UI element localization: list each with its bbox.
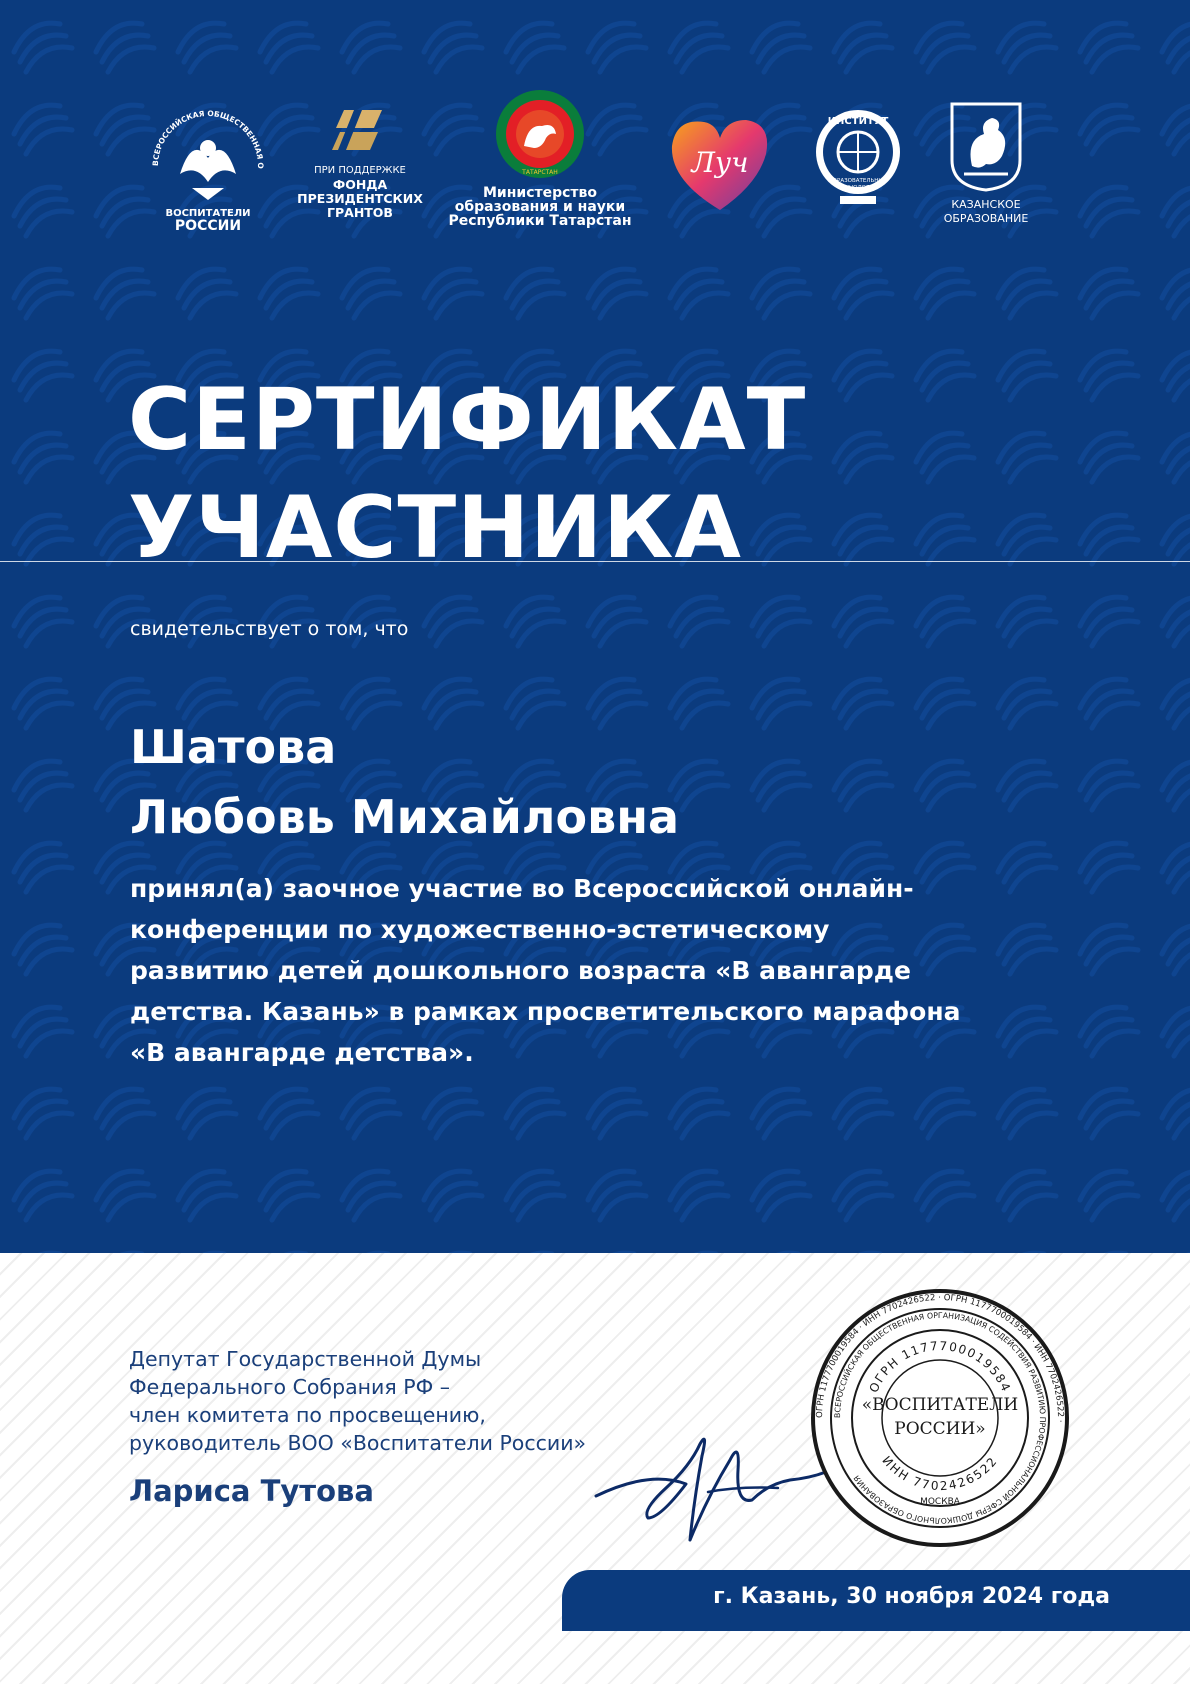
svg-text:ТАТАРСТАН: ТАТАРСТАН: [522, 169, 558, 176]
fund-caption-1: ПРИ ПОДДЕРЖКЕ: [314, 165, 406, 176]
svg-text:МОСКВА: МОСКВА: [920, 1497, 960, 1507]
partner-logos: [0, 0, 1190, 260]
signer-role-line: Депутат Государственной Думы: [129, 1347, 482, 1371]
vospitateli-rossii-logo: [140, 96, 276, 236]
presidential-grants-fund-logo: [292, 104, 428, 224]
signer-role: [129, 1345, 586, 1457]
ministry-caption-1: Министерство: [482, 185, 598, 201]
signer-role-line: Федерального Собрания РФ –: [129, 1375, 451, 1399]
title-line-2: УЧАСТНИКА: [128, 478, 742, 578]
description-line: конференции по художественно-эстетическому: [130, 915, 830, 944]
svg-text:ТЕХНОЛОГИЙ: ТЕХНОЛОГИЙ: [838, 185, 878, 191]
grants-emblem-icon: [292, 104, 428, 154]
certificate-title: [128, 366, 806, 582]
date-place-bar: [562, 1570, 1190, 1631]
fund-caption-2: ФОНДА: [332, 177, 388, 192]
svg-text:РОССИИ»: РОССИИ»: [894, 1419, 986, 1439]
svg-text:ОГРН 1177700019584: ОГРН 1177700019584: [866, 1338, 1014, 1395]
participant-name: [130, 712, 679, 852]
svg-text:РОССИИ: РОССИИ: [174, 218, 242, 234]
svg-text:Луч: Луч: [691, 146, 749, 179]
svg-text:ВСЕРОССИЙСКАЯ ОБЩЕСТВЕННАЯ ОРГ: ВСЕРОССИЙСКАЯ ОБЩЕСТВЕННАЯ ОРГАНИЗАЦИЯ СОДЕЙСТВИЯ РАЗВИТИЮ ПРОФЕССИОНАЛЬНОЙ СФЕРЫ ДОШКОЛЬНОГО ОБРАЗОВАНИЯ: [832, 1310, 1048, 1526]
svg-text:ОБРАЗОВАТЕЛЬНЫХ: ОБРАЗОВАТЕЛЬНЫХ: [828, 178, 888, 184]
tatarstan-emblem-icon: [442, 88, 638, 180]
ministry-caption-3: Республики Татарстан: [448, 213, 632, 229]
participant-surname: Шатова: [130, 720, 337, 774]
signer-role-line: руководитель ВОО «Воспитатели России»: [129, 1431, 587, 1455]
official-seal: [810, 1288, 1070, 1548]
handwritten-signature: [590, 1400, 830, 1550]
description-line: принял(а) заочное участие во Всероссийской онлайн-: [130, 874, 914, 903]
svg-text:ОГРН 1177700019584 · ИНН 77024: ОГРН 1177700019584 · ИНН 7702426522 · ОГРН 1177700019584 · ИНН 7702426522 ·: [814, 1292, 1066, 1423]
date-place-text: г. Казань, 30 ноября 2024 года: [713, 1584, 1110, 1609]
bird-emblem-icon: [140, 96, 276, 236]
svg-text:ВОСПИТАТЕЛИ: ВОСПИТАТЕЛИ: [165, 208, 251, 219]
svg-text:«ВОСПИТАТЕЛИ: «ВОСПИТАТЕЛИ: [861, 1395, 1019, 1415]
description-line: детства. Казань» в рамках просветительского марафона: [130, 997, 961, 1026]
participant-given-names: Любовь Михайловна: [130, 790, 680, 844]
signer-name: Лариса Тутова: [129, 1474, 374, 1508]
heart-logo-icon: [660, 110, 780, 220]
svg-text:ВСЕРОССИЙСКАЯ ОБЩЕСТВЕННАЯ ОРГ: ВСЕРОССИЙСКАЯ ОБЩЕСТВЕННАЯ О: [150, 108, 266, 169]
description-line: развитию детей дошкольного возраста «В авангарде: [130, 956, 911, 985]
institute-emblem-icon: [810, 100, 906, 220]
kazan-education-logo: [936, 100, 1036, 230]
participation-description: [130, 868, 1090, 1073]
svg-text:ИНН 7702426522: ИНН 7702426522: [879, 1453, 1001, 1494]
kazan-caption-2: ОБРАЗОВАНИЕ: [943, 212, 1029, 225]
ministry-caption-2: образования и науки: [454, 199, 626, 215]
signer-role-line: член комитета по просвещению,: [129, 1403, 486, 1427]
witness-text: свидетельствует о том, что: [130, 618, 409, 640]
title-line-1: СЕРТИФИКАТ: [128, 370, 807, 470]
tatarstan-ministry-logo: [442, 88, 638, 238]
description-line: «В авангарде детства».: [130, 1038, 474, 1067]
svg-text:ИНСТИТУТ: ИНСТИТУТ: [827, 116, 889, 127]
fund-caption-4: ГРАНТОВ: [327, 205, 393, 220]
kazan-dragon-icon: [936, 100, 1036, 192]
luch-logo: [660, 110, 780, 220]
institute-educational-technologies-logo: [810, 100, 906, 220]
fund-caption-3: ПРЕЗИДЕНТСКИХ: [297, 191, 423, 206]
kazan-caption-1: КАЗАНСКОЕ: [951, 198, 1021, 211]
